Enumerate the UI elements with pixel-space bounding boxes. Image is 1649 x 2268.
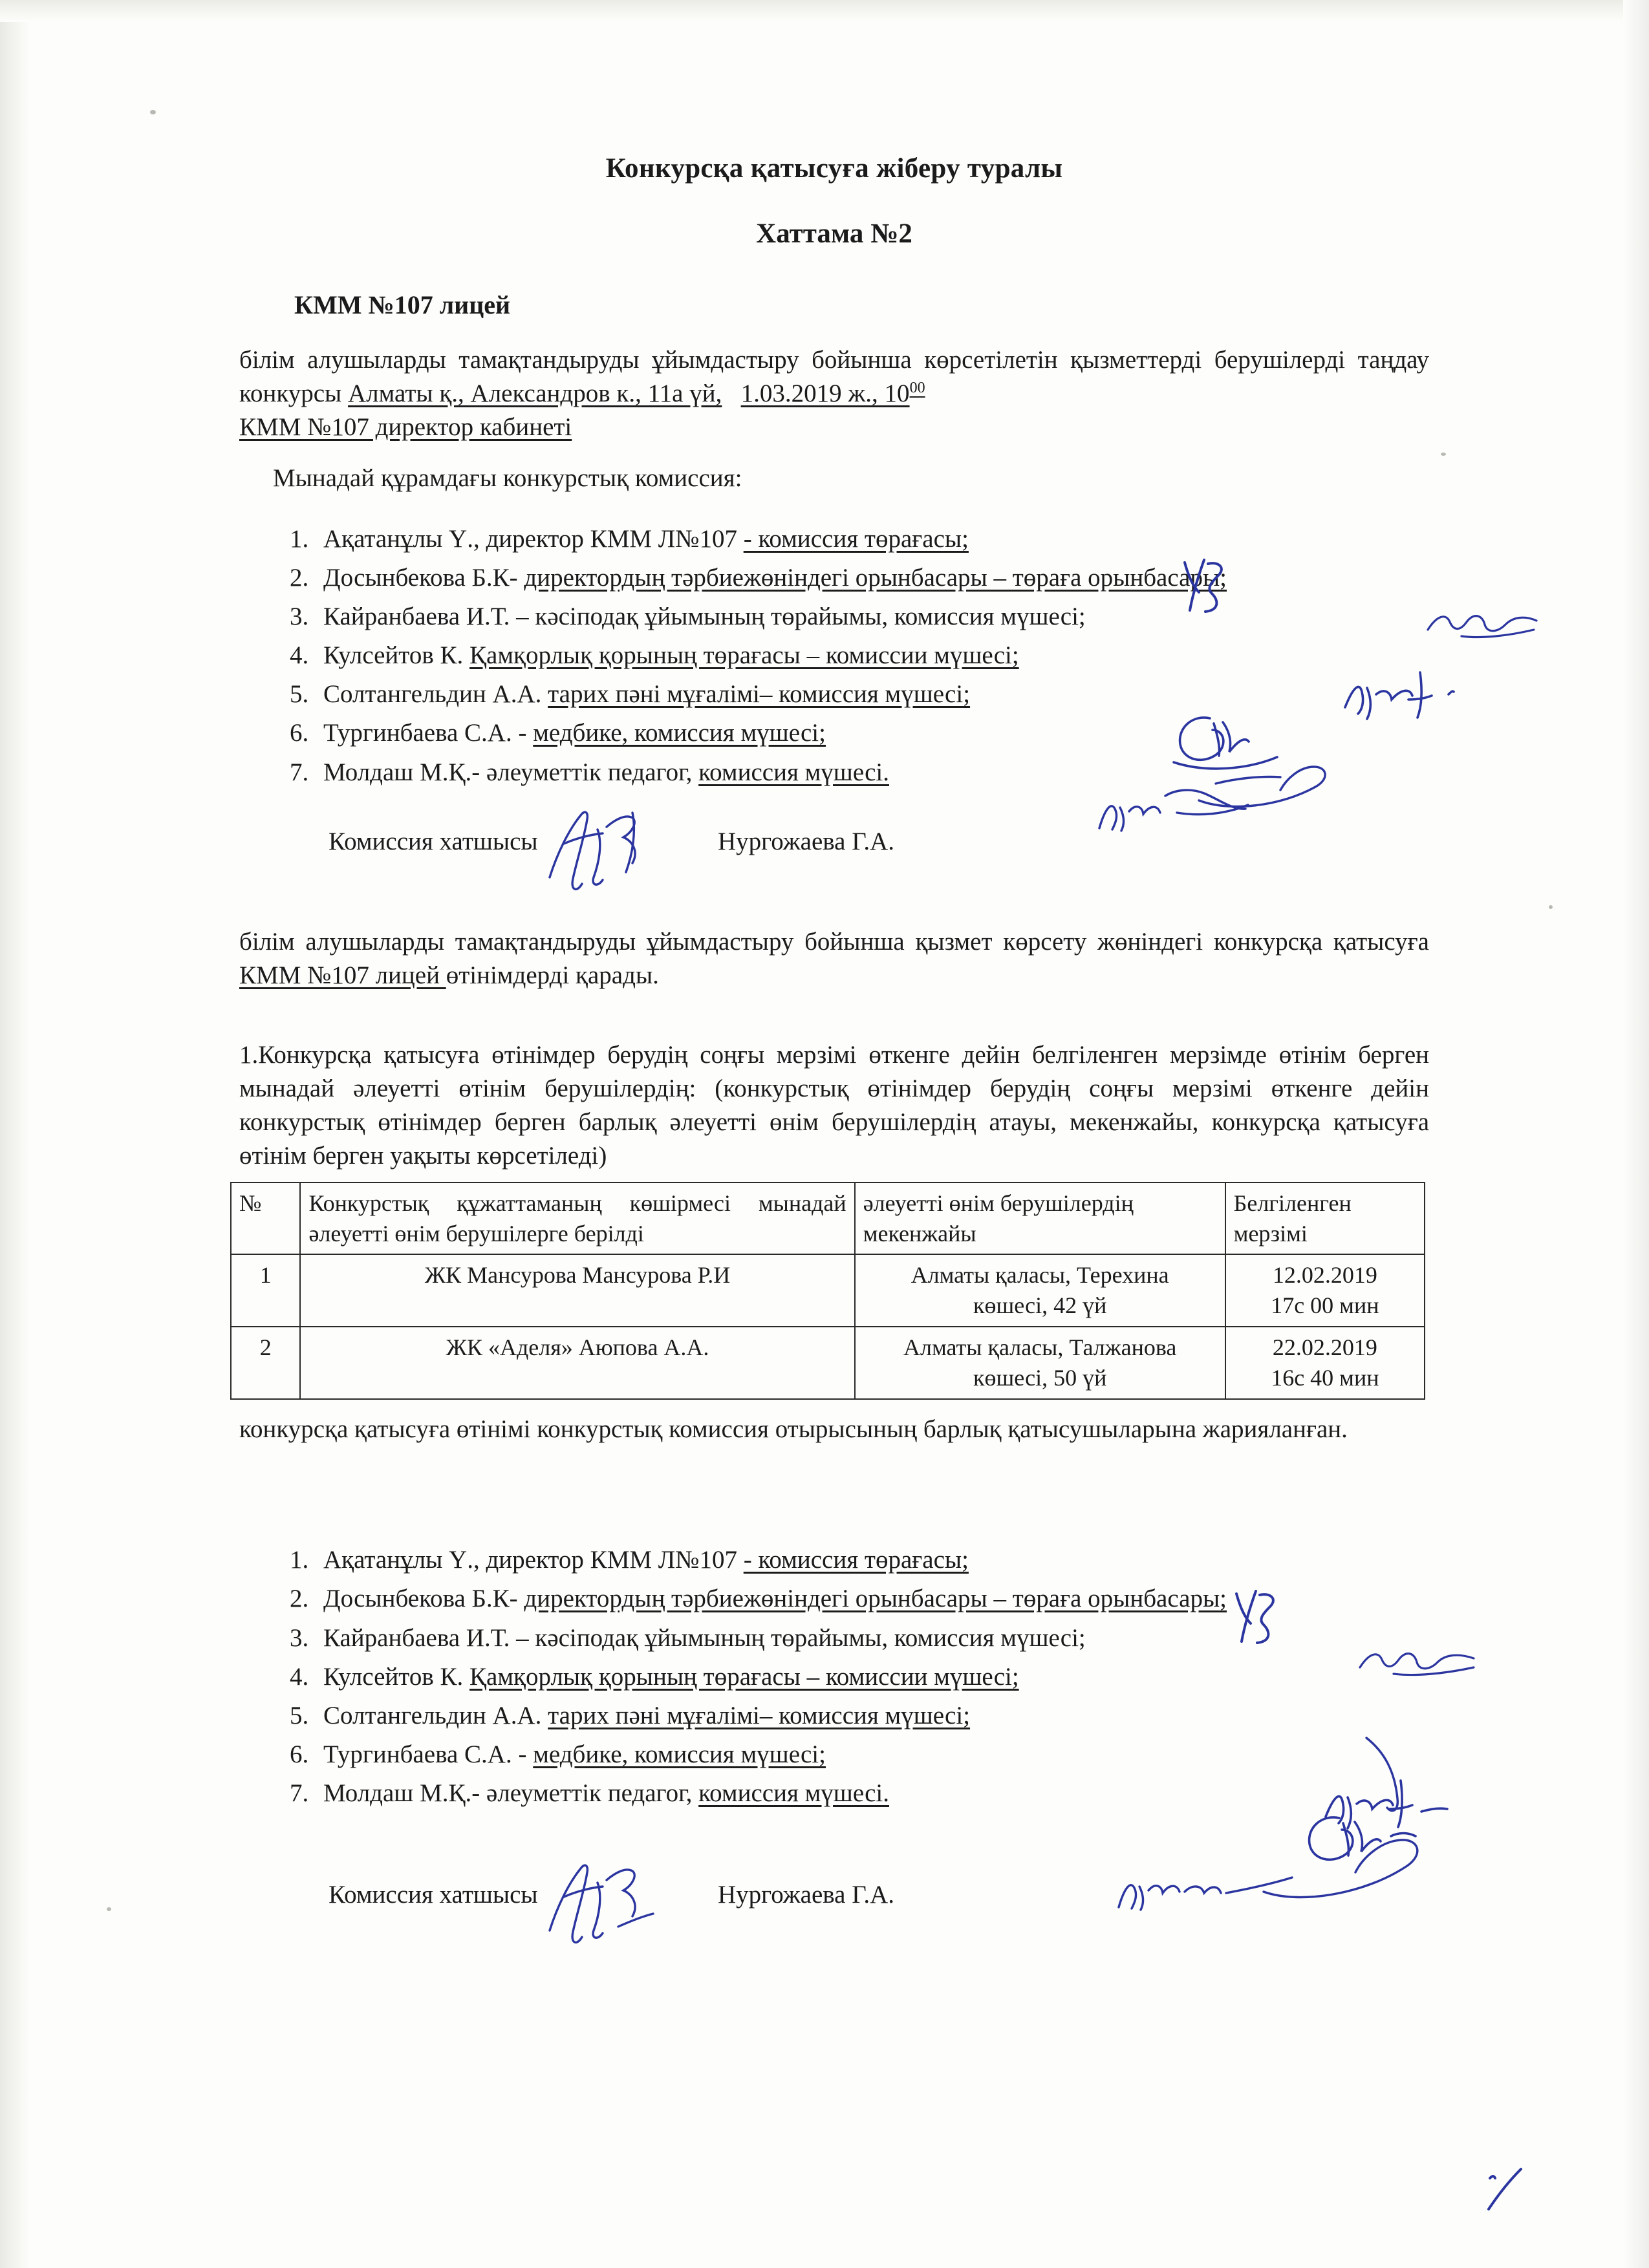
list-item xyxy=(239,676,1429,712)
applications-paragraph: 1.Конкурсқа қатысуға өтінімдер берудің соңғы мерзімі өткенге дейін белгіленген мерзімде өтінім берген мынадай әлеуетті өтінім берушілердің: (конкурстық өтінімдер берудің соңғы мерзімі өткенге дейін конкурстық өтінімдер берген барлық әлеуетті өнім берушілердің атауы, мекенжайы, конкурсқа қатысуға өтінім берген уақыты көрсетіледі) xyxy=(239,1041,1429,1170)
table-header-row xyxy=(231,1182,1425,1255)
table-cell-deadline xyxy=(1225,1254,1425,1327)
table-row xyxy=(231,1327,1425,1399)
table-cell-no: 2 xyxy=(231,1327,300,1399)
list-item xyxy=(239,1581,1429,1617)
list-item-number: 4. xyxy=(290,1662,309,1691)
deadline-date: 12.02.2019 xyxy=(1272,1262,1377,1289)
address-line-1: Алматы қаласы, Талжанова xyxy=(903,1334,1177,1361)
list-item xyxy=(239,1775,1429,1812)
intro-paragraph xyxy=(239,343,1429,444)
list-item-underlined: - комиссия төрағасы; xyxy=(743,1546,969,1574)
signature-name: Нургожаева Г.А. xyxy=(718,827,895,855)
list-item-plain: Тургинбаева С.А. - xyxy=(323,1740,534,1769)
signature-label: Комиссия хатшысы xyxy=(329,827,538,855)
table-row xyxy=(231,1254,1425,1327)
list-item xyxy=(239,521,1429,557)
list-item-plain: Солтангельдин А.А. xyxy=(323,680,548,709)
list-item-number: 6. xyxy=(290,1740,309,1769)
list-item-underlined: комиссия мүшесі. xyxy=(698,1779,890,1808)
scan-speck xyxy=(1441,453,1446,456)
list-item-underlined: медбике, комиссия мүшесі; xyxy=(533,1740,826,1769)
list-item-underlined: тарих пәні мұғалімі– комиссия мүшесі; xyxy=(548,680,971,709)
list-item xyxy=(239,1620,1429,1656)
list-item-underlined: Қамқорлық қорының төрағасы – комиссии мүшесі; xyxy=(469,641,1019,670)
scan-edge-shadow-right xyxy=(1623,0,1649,2268)
scope-paragraph xyxy=(239,925,1429,992)
list-item xyxy=(239,560,1429,596)
list-item-plain: Досынбекова Б.К- xyxy=(323,1585,524,1613)
list-item xyxy=(239,1698,1429,1734)
address-line-2: көшесі, 42 үй xyxy=(973,1292,1107,1319)
intro-place-1: Алматы қ., Александров к., 11а үй, xyxy=(348,379,722,407)
table-header-deadline: Белгіленген мерзімі xyxy=(1225,1182,1425,1255)
list-item-underlined: Қамқорлық қорының төрағасы – комиссии мүшесі; xyxy=(469,1662,1019,1691)
announcement-paragraph: конкурсқа қатысуға өтінімі конкурстық комиссия отырысының барлық қатысушыларына жарияланған. xyxy=(239,1415,1348,1443)
organization-name: КММ №107 лицей xyxy=(294,290,511,319)
scan-speck xyxy=(1549,905,1553,909)
table-header-address: әлеуетті өнім берушілердің мекенжайы xyxy=(855,1182,1225,1255)
table-header-document: Конкурстық құжаттаманың көшірмесі мынадай әлеуетті өнім берушілерге берілді xyxy=(300,1182,854,1255)
deadline-time: 16с 40 мин xyxy=(1271,1364,1379,1391)
list-item-plain: Ақатанұлы Ү., директор КММ Л№107 xyxy=(323,1546,744,1574)
list-item xyxy=(239,637,1429,674)
list-item-number: 5. xyxy=(290,680,309,709)
scan-edge-shadow-left xyxy=(0,0,30,2268)
list-item-plain: Кулсейтов К. xyxy=(323,1662,470,1691)
list-item-plain: Досынбекова Б.К- xyxy=(323,563,524,592)
list-item-number: 1. xyxy=(290,524,309,553)
list-item-underlined: - комиссия төрағасы; xyxy=(743,524,969,553)
protocol-number-title: Хаттама №2 xyxy=(756,219,912,249)
commission-list-second xyxy=(239,1542,1429,1812)
table-header-no: № xyxy=(231,1182,300,1255)
list-item xyxy=(239,599,1429,635)
signature-label: Комиссия хатшысы xyxy=(329,1881,538,1909)
address-line-1: Алматы қаласы, Терехина xyxy=(911,1262,1169,1289)
list-item-plain: Кулсейтов К. xyxy=(323,641,470,670)
list-item xyxy=(239,1542,1429,1578)
signature-block-first xyxy=(329,827,1429,879)
list-item-number: 3. xyxy=(290,1623,309,1652)
page-number xyxy=(1477,2161,1535,2223)
list-item-underlined: тарих пәні мұғалімі– комиссия мүшесі; xyxy=(548,1701,971,1729)
table-cell-document: ЖК Мансурова Мансурова Р.И xyxy=(300,1254,854,1327)
list-item-number: 1. xyxy=(290,1546,309,1574)
list-item-number: 7. xyxy=(290,758,309,786)
intro-date-time: 1.03.2019 ж., 10 xyxy=(740,379,910,407)
handwritten-signature-secretary xyxy=(535,801,691,904)
scope-organization: КММ №107 лицей xyxy=(239,961,446,989)
list-item-underlined: медбике, комиссия мүшесі; xyxy=(533,719,826,747)
list-item-plain: Ақатанұлы Ү., директор КММ Л№107 xyxy=(323,524,744,553)
commission-list-first xyxy=(239,521,1429,791)
list-item-number: 5. xyxy=(290,1701,309,1729)
list-item-plain: Солтангельдин А.А. xyxy=(323,1701,548,1729)
table-cell-address xyxy=(855,1327,1225,1399)
signature-name: Нургожаева Г.А. xyxy=(718,1881,895,1909)
scan-speck xyxy=(107,1907,111,1911)
list-item-plain: Кайранбаева И.Т. – кәсіподақ ұйымының төрайымы, комиссия мүшесі; xyxy=(323,1623,1086,1652)
scope-text-a: білім алушыларды тамақтандыруды ұйымдастыру бойынша қызмет көрсету жөніндегі конкурсқа қатысуға xyxy=(239,927,1429,956)
list-item xyxy=(239,1737,1429,1773)
list-item-underlined: комиссия мүшесі. xyxy=(698,758,890,786)
list-item-plain: Кайранбаева И.Т. – кәсіподақ ұйымының төрайымы, комиссия мүшесі; xyxy=(323,602,1086,630)
list-item xyxy=(239,1659,1429,1695)
document-content xyxy=(239,0,1429,1932)
list-item-plain: Молдаш М.Қ.- әлеуметтік педагог, xyxy=(323,758,699,786)
applications-table xyxy=(230,1182,1425,1400)
deadline-date: 22.02.2019 xyxy=(1272,1334,1377,1361)
table-cell-address xyxy=(855,1254,1225,1327)
list-item-underlined: директордың тәрбиежөніндегі орынбасары – төраға орынбасары; xyxy=(524,563,1227,592)
list-item-number: 7. xyxy=(290,1779,309,1808)
list-item-plain: Молдаш М.Қ.- әлеуметтік педагог, xyxy=(323,1779,699,1808)
deadline-time: 17с 00 мин xyxy=(1271,1292,1379,1319)
list-item-number: 2. xyxy=(290,1585,309,1613)
intro-text-a: білім алушыларды тамақтандыруды ұйымдастыру бойынша көрсетілетін қызметтерді берушілерді таңдау конкурсы xyxy=(239,346,1429,407)
list-item-number: 2. xyxy=(290,563,309,592)
table-cell-document: ЖК «Аделя» Аюпова А.А. xyxy=(300,1327,854,1399)
scan-speck xyxy=(150,110,156,114)
handwritten-signature-deputy-1 xyxy=(1423,601,1546,650)
list-item-number: 4. xyxy=(290,641,309,670)
list-item-number: 6. xyxy=(290,719,309,747)
address-line-2: көшесі, 50 үй xyxy=(973,1364,1107,1391)
list-item-underlined: директордың тәрбиежөніндегі орынбасары – төраға орынбасары; xyxy=(524,1585,1227,1613)
list-item xyxy=(239,715,1429,751)
list-item-plain: Тургинбаева С.А. - xyxy=(323,719,534,747)
handwritten-signature-secretary xyxy=(535,1854,691,1958)
scope-text-b: өтінімдерді қарады. xyxy=(446,961,659,989)
table-cell-no: 1 xyxy=(231,1254,300,1327)
list-item xyxy=(239,754,1429,791)
commission-lead-in: Мынадай құрамдағы конкурстық комиссия: xyxy=(273,464,742,492)
intro-date-time-superscript: 00 xyxy=(909,379,925,396)
list-item-number: 3. xyxy=(290,602,309,630)
intro-place-2: КММ №107 директор кабинеті xyxy=(239,412,572,441)
page-title: Конкурсқа қатысуға жіберу туралы xyxy=(605,153,1063,184)
signature-block-second xyxy=(329,1880,1429,1932)
table-cell-deadline xyxy=(1225,1327,1425,1399)
